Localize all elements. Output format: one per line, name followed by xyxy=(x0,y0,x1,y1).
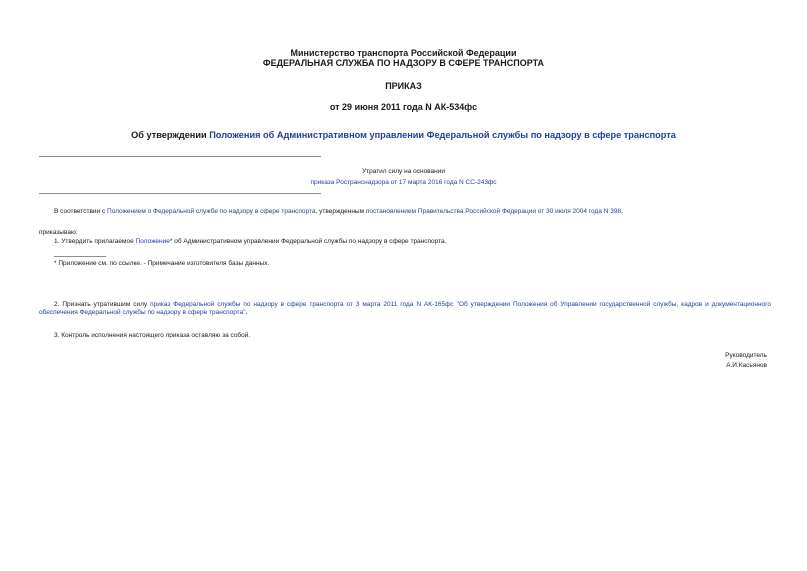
title-prefix: Об утверждении xyxy=(131,130,210,140)
item-1-text-2: * об Административном управлении Федеральной службы по надзору в сфере транспорта. xyxy=(169,238,447,245)
preamble-link-decree[interactable]: постановлением Правительства Российской Федерации от 30 июля 2004 года N 398 xyxy=(365,208,622,215)
item-3: 3. Контроль исполнения настоящего приказа оставляю за собой. xyxy=(54,332,251,339)
item-2 xyxy=(39,301,771,317)
item-1 xyxy=(54,238,774,246)
doc-date-number: от 29 июня 2011 года N АК-534фс xyxy=(329,102,478,112)
status-rule-top xyxy=(39,156,321,157)
document-title xyxy=(0,130,807,141)
service-heading: ФЕДЕРАЛЬНАЯ СЛУЖБА ПО НАДЗОРУ В СФЕРЕ ТРАНСПОРТА xyxy=(262,58,545,68)
preamble-text-3: , xyxy=(621,208,623,215)
signature-role: Руководитель xyxy=(725,352,767,359)
footnote: * Приложение см. по ссылке. - Примечание изготовителя базы данных. xyxy=(54,260,270,267)
ministry-heading: Министерство транспорта Российской Федерации xyxy=(290,48,517,58)
order-word: приказываю: xyxy=(39,229,78,236)
title-link[interactable]: Положения об Административном управлении Федеральной службы по надзору в сфере транспорта xyxy=(209,130,676,140)
preamble-link-regulation[interactable]: Положением о Федеральной службе по надзору в сфере транспорта xyxy=(107,208,316,215)
status-line: Утратил силу на основании xyxy=(361,168,446,175)
signature-name: А.И.Касьянов xyxy=(726,362,767,369)
doc-type-heading: ПРИКАЗ xyxy=(385,81,422,91)
preamble-text-1: В соответствии с xyxy=(54,208,108,215)
item-2-link[interactable]: приказ Федеральной службы по надзору в сфере транспорта от 3 марта 2011 года N АК-165фс "Об утверждении Положения об Управлении государственной службы, кадров и документационного обеспечения Федеральной службы по надзору в сфере транспорта" xyxy=(39,301,771,316)
preamble-text-2: , утвержденным xyxy=(315,208,366,215)
item-2-text-1: 2. Признать утратившим силу xyxy=(54,301,151,308)
item-1-text-1: 1. Утвердить прилагаемое xyxy=(54,238,136,245)
item-2-text-2: . xyxy=(245,309,248,316)
status-rule-bottom xyxy=(39,193,321,194)
preamble-paragraph xyxy=(54,208,774,216)
item-1-link[interactable]: Положение xyxy=(135,238,170,245)
footnote-rule xyxy=(54,256,106,257)
status-link[interactable]: приказа Ространснадзора от 17 марта 2016 года N СС-243фс xyxy=(310,179,497,186)
